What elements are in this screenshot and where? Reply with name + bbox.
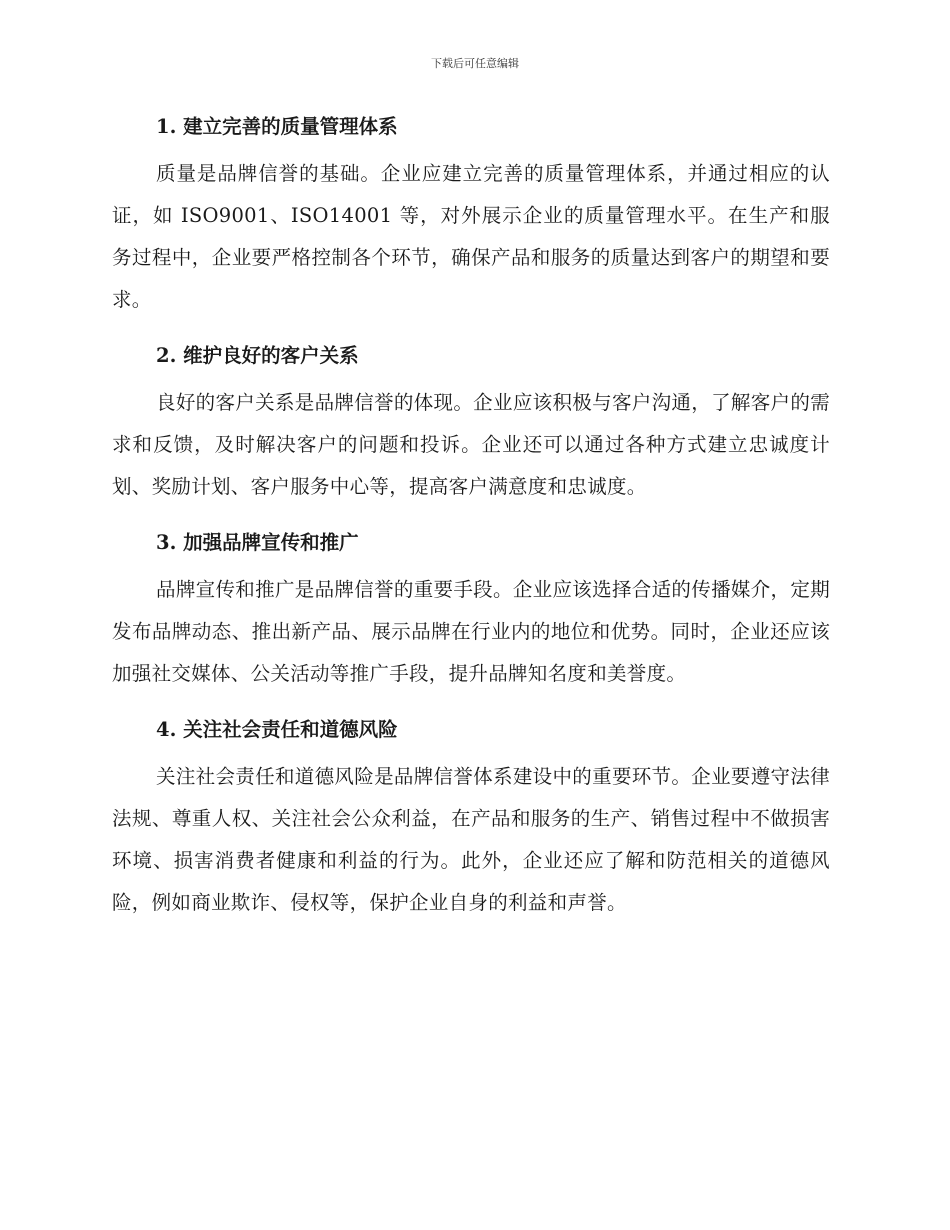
section-title-4: 4. 关注社会责任和道德风险	[156, 718, 398, 741]
section-paragraph-3: 品牌宣传和推广是品牌信誉的重要手段。企业应该选择合适的传播媒介，定期发布品牌动态、推出新产品、展示品牌在行业内的地位和优势。同时，企业还应该加强社交媒体、公关活动等推广手段，提升品牌知名度和美誉度。	[112, 578, 830, 685]
section-paragraph-2: 良好的客户关系是品牌信誉的体现。企业应该积极与客户沟通，了解客户的需求和反馈，及时解决客户的问题和投诉。企业还可以通过各种方式建立忠诚度计划、奖励计划、客户服务中心等，提高客户满意度和忠诚度。	[112, 391, 830, 498]
header-note: 下载后可任意编辑	[431, 57, 519, 70]
document-body	[112, 104, 830, 924]
section-title-3: 3. 加强品牌宣传和推广	[156, 531, 359, 554]
section-title-2: 2. 维护良好的客户关系	[156, 344, 359, 367]
section-title-1: 1. 建立完善的质量管理体系	[156, 115, 398, 138]
section-paragraph-1: 质量是品牌信誉的基础。企业应建立完善的质量管理体系，并通过相应的认证，如 ISO9001、ISO14001 等，对外展示企业的质量管理水平。在生产和服务过程中，企业要严格控制各个环节，确保产品和服务的质量达到客户的期望和要求。	[112, 162, 830, 311]
section-paragraph-4: 关注社会责任和道德风险是品牌信誉体系建设中的重要环节。企业要遵守法律法规、尊重人权、关注社会公众利益，在产品和服务的生产、销售过程中不做损害环境、损害消费者健康和利益的行为。此外，企业还应了解和防范相关的道德风险，例如商业欺诈、侵权等，保护企业自身的利益和声誉。	[112, 765, 830, 914]
